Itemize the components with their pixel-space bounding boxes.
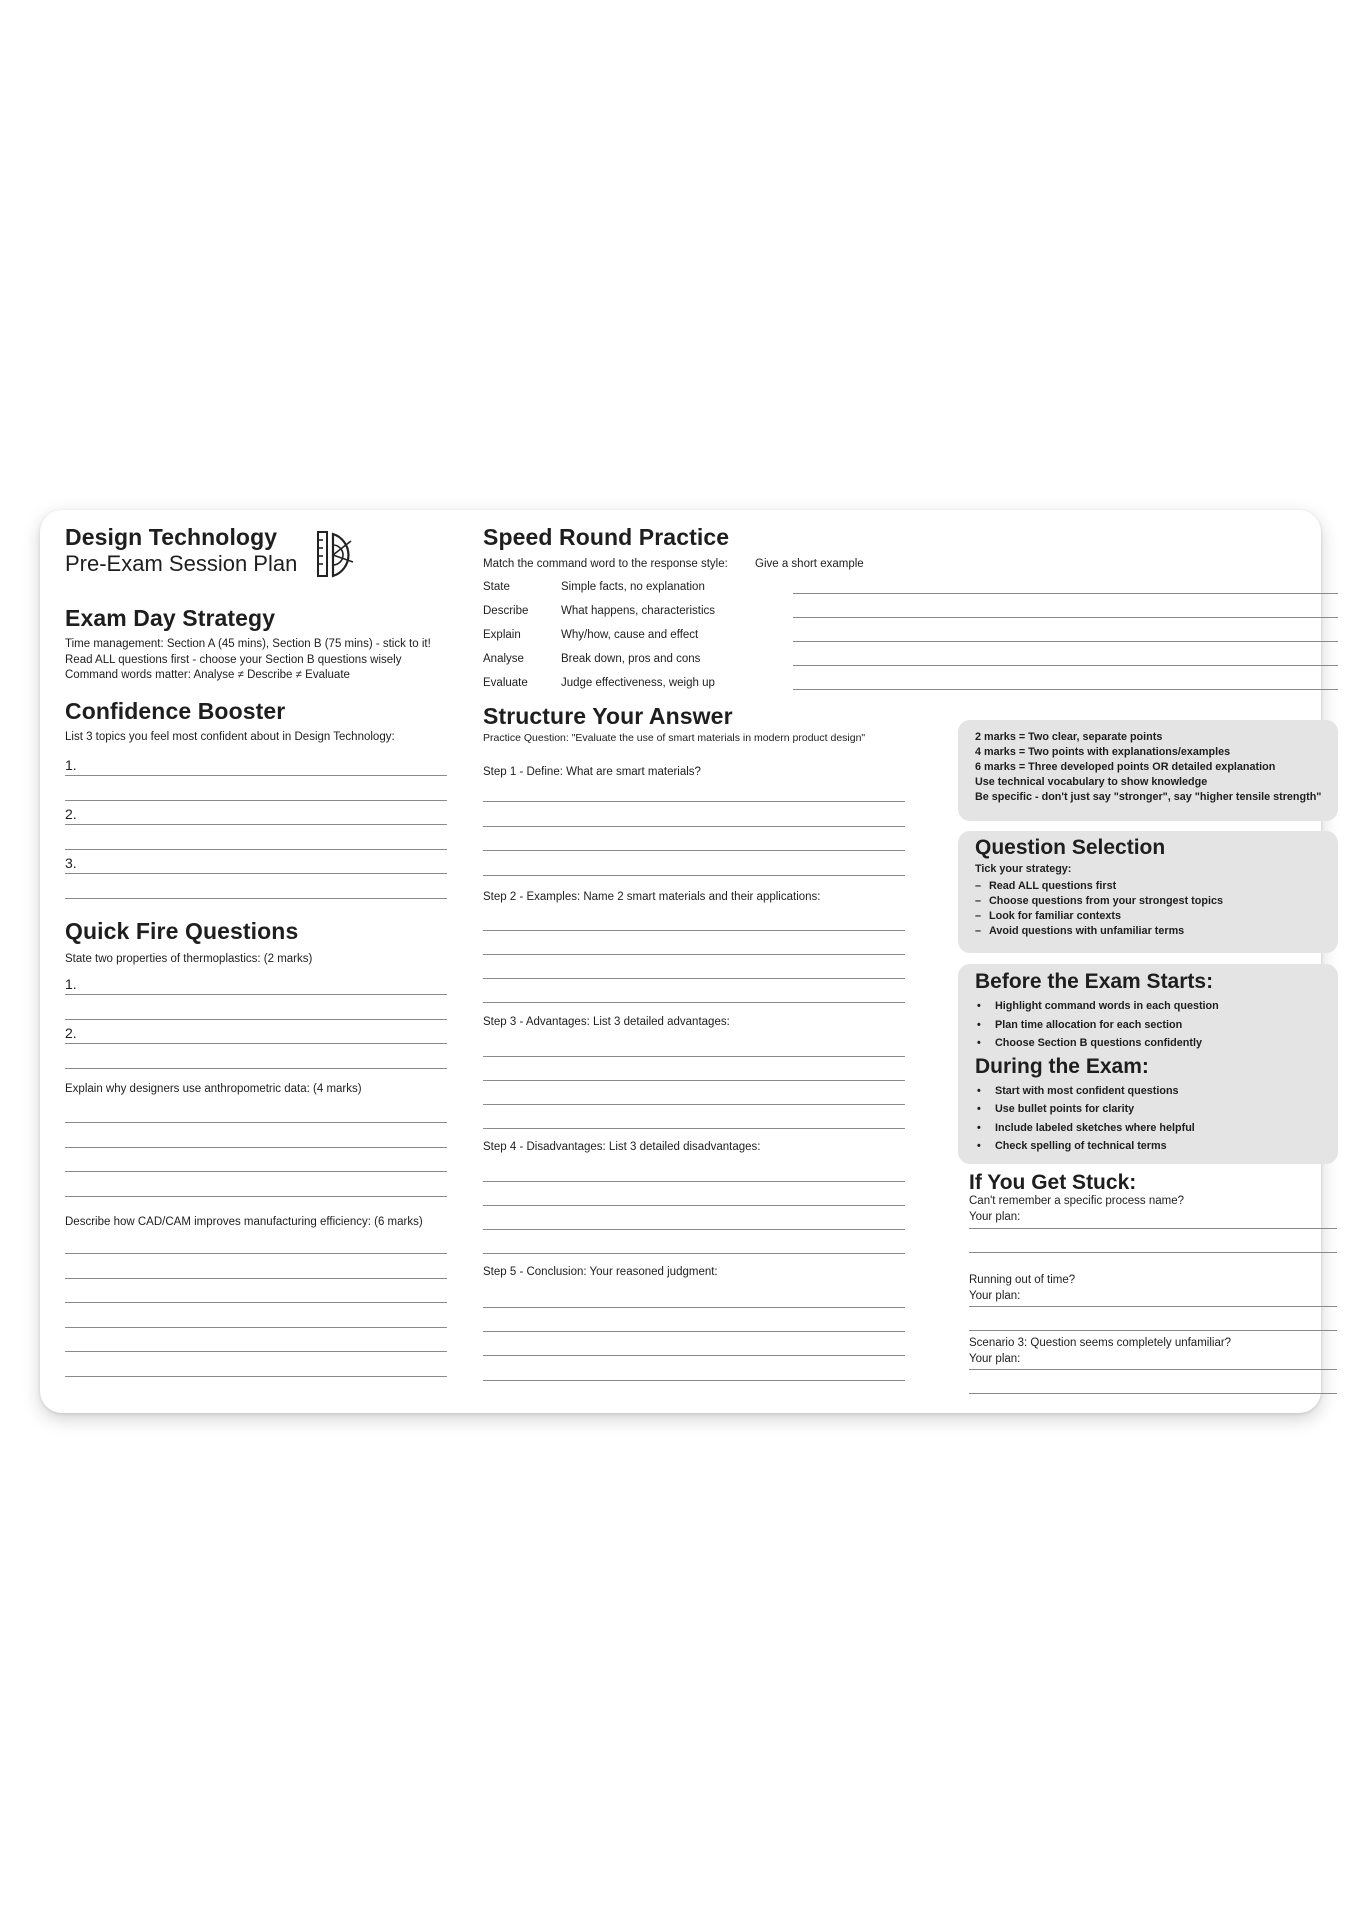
write-line[interactable] <box>969 1228 1337 1229</box>
write-line[interactable] <box>969 1306 1337 1307</box>
write-line[interactable] <box>65 824 447 825</box>
worksheet-card <box>40 510 1321 1413</box>
write-line[interactable] <box>483 930 905 931</box>
stuck-scenario <box>969 1194 1184 1225</box>
write-line[interactable] <box>65 1196 447 1197</box>
during-exam-item: • Start with most confident questions <box>975 1082 1338 1101</box>
stuck-scenario <box>969 1273 1075 1304</box>
quick-fire-number: 1. <box>65 976 77 992</box>
write-line[interactable] <box>65 994 447 995</box>
marks-line: 6 marks = Three developed points OR detailed explanation <box>975 761 1276 773</box>
write-line[interactable] <box>483 1128 905 1129</box>
write-line[interactable] <box>65 1171 447 1172</box>
marks-line: 4 marks = Two points with explanations/examples <box>975 746 1231 758</box>
write-line[interactable] <box>483 954 905 955</box>
write-line[interactable] <box>65 1351 447 1352</box>
command-word: Explain <box>483 629 521 641</box>
strategy-list <box>975 879 1338 939</box>
confidence-heading: Confidence Booster <box>65 698 286 724</box>
marks-line: 2 marks = Two clear, separate points <box>975 731 1163 743</box>
write-line[interactable] <box>65 1302 447 1303</box>
write-line[interactable] <box>483 1331 905 1332</box>
write-line[interactable] <box>65 1278 447 1279</box>
question-selection-heading: Question Selection <box>975 836 1166 859</box>
write-line[interactable] <box>65 873 447 874</box>
example-write-line[interactable] <box>793 689 1338 690</box>
step-3-label: Step 3 - Advantages: List 3 detailed advantages: <box>483 1016 730 1028</box>
marks-line: Use technical vocabulary to show knowledge <box>975 776 1208 788</box>
speed-round-heading: Speed Round Practice <box>483 524 730 550</box>
write-line[interactable] <box>483 1205 905 1206</box>
strategy-tick-item[interactable]: – Look for familiar contexts <box>975 909 1338 924</box>
quick-fire-q2: Explain why designers use anthropometric data: (4 marks) <box>65 1083 362 1095</box>
strategy-tick-item[interactable]: – Read ALL questions first <box>975 879 1338 894</box>
quick-fire-q3: Describe how CAD/CAM improves manufacturing efficiency: (6 marks) <box>65 1216 423 1228</box>
ruler-protractor-icon <box>315 528 369 580</box>
during-exam-item: • Include labeled sketches where helpful <box>975 1119 1338 1138</box>
scenario-question: Running out of time? <box>969 1274 1076 1286</box>
during-exam-heading: During the Exam: <box>975 1054 1149 1078</box>
strategy-line: Command words matter: Analyse ≠ Describe ≠ Evaluate <box>65 669 350 681</box>
write-line[interactable] <box>483 1002 905 1003</box>
before-exam-item: • Plan time allocation for each section <box>975 1016 1338 1035</box>
scenario-question: Scenario 3: Question seems completely unfamiliar? <box>969 1337 1232 1349</box>
quick-fire-q1: State two properties of thermoplastics: (2 marks) <box>65 953 313 965</box>
before-exam-item: • Choose Section B questions confidently <box>975 1034 1338 1053</box>
during-exam-list <box>975 1082 1338 1156</box>
example-write-line[interactable] <box>793 617 1338 618</box>
before-exam-list <box>975 997 1338 1053</box>
scenario-plan-label: Your plan: <box>969 1352 1021 1365</box>
exam-tips-box <box>958 964 1338 1164</box>
write-line[interactable] <box>483 1229 905 1230</box>
write-line[interactable] <box>483 801 905 802</box>
during-exam-item: • Use bullet points for clarity <box>975 1100 1338 1119</box>
strategy-tick-item[interactable]: – Choose questions from your strongest topics <box>975 894 1338 909</box>
write-line[interactable] <box>65 1068 447 1069</box>
step-2-label: Step 2 - Examples: Name 2 smart materials and their applications: <box>483 891 821 903</box>
question-selection-prompt: Tick your strategy: <box>975 863 1072 875</box>
command-description: Why/how, cause and effect <box>561 629 699 641</box>
write-line[interactable] <box>969 1252 1337 1253</box>
strategy-tick-item[interactable]: – Avoid questions with unfamiliar terms <box>975 924 1338 939</box>
write-line[interactable] <box>65 1122 447 1123</box>
exam-strategy-heading: Exam Day Strategy <box>65 605 276 631</box>
command-word: Evaluate <box>483 677 528 689</box>
quick-fire-number: 2. <box>65 1025 77 1041</box>
strategy-line: Read ALL questions first - choose your Section B questions wisely <box>65 653 402 666</box>
page-title: Design Technology <box>65 524 278 550</box>
write-line[interactable] <box>65 1147 447 1148</box>
structure-heading: Structure Your Answer <box>483 703 733 729</box>
write-line[interactable] <box>969 1330 1337 1331</box>
write-line[interactable] <box>65 1376 447 1377</box>
question-selection-box <box>958 831 1338 953</box>
marks-line: Be specific - don't just say "stronger", say "higher tensile strength" <box>975 791 1322 803</box>
example-write-line[interactable] <box>793 641 1338 642</box>
stuck-scenario <box>969 1336 1231 1367</box>
example-write-line[interactable] <box>793 665 1338 666</box>
write-line[interactable] <box>483 1181 905 1182</box>
speed-round-instruction: Match the command word to the response style: <box>483 558 728 570</box>
scenario-question: Can't remember a specific process name? <box>969 1195 1185 1207</box>
write-line[interactable] <box>65 1327 447 1328</box>
practice-question: Practice Question: "Evaluate the use of smart materials in modern product design" <box>483 732 866 744</box>
write-line[interactable] <box>483 1056 905 1057</box>
step-5-label: Step 5 - Conclusion: Your reasoned judgment: <box>483 1266 718 1278</box>
command-word: Describe <box>483 605 529 617</box>
confidence-prompt: List 3 topics you feel most confident about in Design Technology: <box>65 731 395 743</box>
step-1-label: Step 1 - Define: What are smart materials? <box>483 766 701 778</box>
command-description: Break down, pros and cons <box>561 653 701 665</box>
write-line[interactable] <box>483 1080 905 1081</box>
quick-fire-heading: Quick Fire Questions <box>65 918 299 944</box>
write-line[interactable] <box>483 1380 905 1381</box>
page-subtitle: Pre-Exam Session Plan <box>65 551 298 576</box>
during-exam-item: • Check spelling of technical terms <box>975 1137 1338 1156</box>
before-exam-heading: Before the Exam Starts: <box>975 970 1214 993</box>
marks-guidance-box <box>958 720 1338 821</box>
command-word: State <box>483 581 510 593</box>
write-line[interactable] <box>65 800 447 801</box>
write-line[interactable] <box>65 1253 447 1254</box>
write-line[interactable] <box>483 1307 905 1308</box>
write-line[interactable] <box>483 850 905 851</box>
confidence-number: 3. <box>65 855 77 871</box>
write-line[interactable] <box>65 1019 447 1020</box>
scenario-plan-label: Your plan: <box>969 1289 1021 1302</box>
example-label: Give a short example <box>755 558 864 570</box>
write-line[interactable] <box>65 1043 447 1044</box>
command-word: Analyse <box>483 653 524 665</box>
confidence-number: 2. <box>65 806 77 822</box>
write-line[interactable] <box>969 1393 1337 1394</box>
before-exam-item: • Highlight command words in each question <box>975 997 1338 1016</box>
write-line[interactable] <box>969 1369 1337 1370</box>
write-line[interactable] <box>483 826 905 827</box>
write-line[interactable] <box>65 898 447 899</box>
step-4-label: Step 4 - Disadvantages: List 3 detailed disadvantages: <box>483 1141 761 1153</box>
command-description: Judge effectiveness, weigh up <box>561 677 715 689</box>
write-line[interactable] <box>65 775 447 776</box>
write-line[interactable] <box>483 875 905 876</box>
confidence-number: 1. <box>65 757 77 773</box>
write-line[interactable] <box>483 1355 905 1356</box>
example-write-line[interactable] <box>793 593 1338 594</box>
scenario-plan-label: Your plan: <box>969 1210 1021 1223</box>
command-description: Simple facts, no explanation <box>561 581 705 593</box>
write-line[interactable] <box>65 849 447 850</box>
command-description: What happens, characteristics <box>561 605 716 617</box>
strategy-line: Time management: Section A (45 mins), Section B (75 mins) - stick to it! <box>65 638 431 650</box>
write-line[interactable] <box>483 1253 905 1254</box>
stuck-heading: If You Get Stuck: <box>969 1171 1137 1194</box>
write-line[interactable] <box>483 1104 905 1105</box>
write-line[interactable] <box>483 978 905 979</box>
exam-strategy-text <box>65 637 465 684</box>
